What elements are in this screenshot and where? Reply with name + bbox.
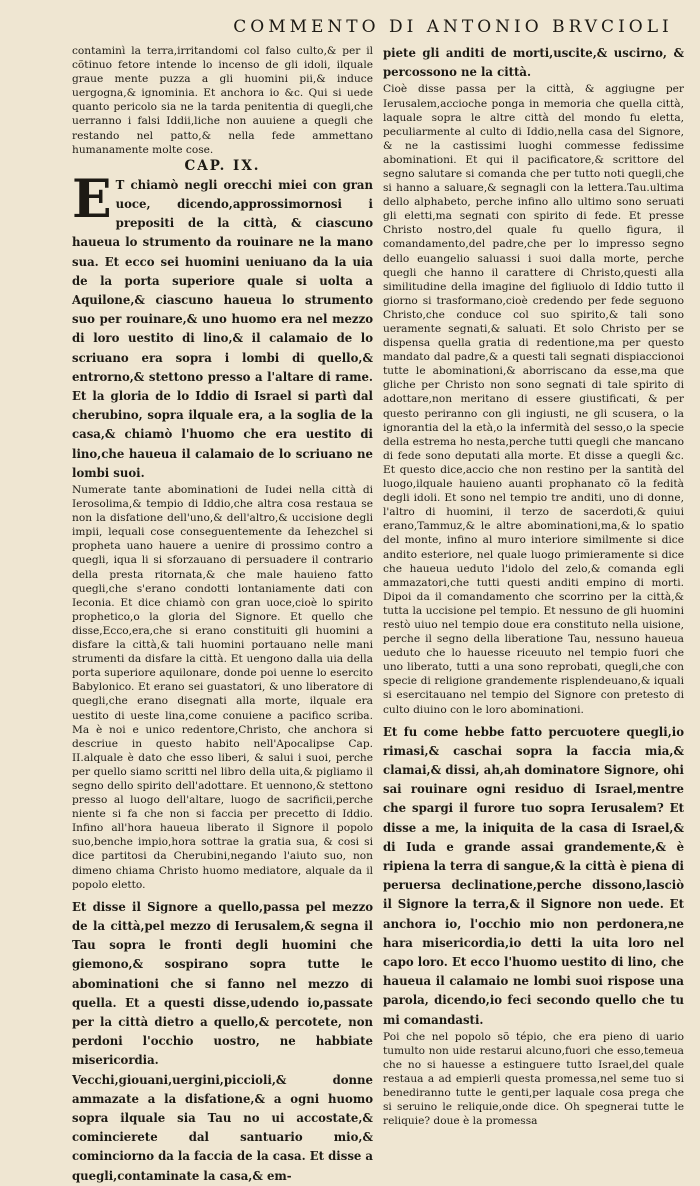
right-column — [383, 44, 684, 1186]
right-paragraph-2: Cioè disse passa per la città, & aggiugne per Ierusalem,accioche ponga in memoria che quella città, laquale sopra le altre città del mondo fu eletta, peculiarmente al culto di Iddio,nella casa del Signore, & ne la castissimi luoghi commesse fedissime abominationi. Et qui il pacificatore,& scrittore del segno salutare si comanda che per tutto noti quegli,che si hanno a saluare,& segnagli con la lettera.Tau.ultima dello alphabeto, perche infino allo ultimo sono seruati gli eletti,ma segnati con spirito di fede. Et presse Christo nostro,del quale fu quello figura, il comandamento,del padre,che per lo impresso segno dello euangelio saluassi i suoi dalla morte, perche quegli che hanno il carattere di Christo,questi alla similitudine della imagine del figliuolo di Iddio tutto il giorno si trasformano,cioè credendo per fede seguono Christo,che conduce col suo spirito,& tali sono ueramente segnati,& saluati. Et solo Christo per se dispensa quella gratia di redentione,ma per questo mandato dal padre,& a questi tali segnati dispiaccionoi tutte le abominationi,& aborriscano da esse,ma que gliche per Christo non sono segnati di tale spirito di adottare,non meritano di essere giustificati, & per questo periranno con gli ingiusti, ne gli scusera, o la ignorantia del la età,o la infermità del sesso,o la specie della estrema ho nesta,perche tutti quegli che mancano di fede sono deputati alla morte. Et disse a quegli &c. Et questo dice,accio che non restino per la santità del luogo,ilquale hauieno auanti prophanato cõ la fedità degli idoli. Et sono nel tempio tre anditi, uno di donne, l'altro di huomini, il terzo de sacerdoti,& quiui erano,Tammuz,& le altre abominationi,ma,& lo spatio del monte, infino al muro interiore similmente si dice andito esteriore, nel quale luogo primieramente si dice che haueua ueduto l'idolo del zelo,& comanda egli ammazatori,che tutti questi anditi empino di morti. Dipoi da il comandamento che scorrino per la città,& tutta la uccisione pel tempio. Et nessuno de gli huomini restò uiuo nel tempio doue era constituto nella uisione, perche il segno della liberatione Tau, nessuno haueua ueduto che lo hauesse riceuuto nel tempio fuori che uno liberato, tutti a una sono reprobati, quegli,che con specie di religione grandemente risplendeuano,& iquali si esercitauano nel tempio del Signore con pretesto di culto diuino con le loro abominationi. — [383, 83, 684, 716]
chapter-heading: CAP. IX. — [184, 157, 261, 174]
left-column — [72, 44, 373, 1186]
left-paragraph-2 — [72, 168, 373, 483]
running-head: COMMENTO DI ANTONIO BRVCIOLI — [233, 17, 673, 37]
left-paragraph-1: contaminì la terra,irritandomi col falso culto,& per il cõtinuo fetore intende lo incenso de gli idoli, ilquale graue mente puzza a gli huomini pii,& induce uergogna,& ignominia. Et anchora io &c. Qui si uede quanto pericolo sia ne la tarda penitentia di quegli,che uerranno i falsi Iddii,liche non auuiene a quegli che restando nel patto,& nella fede ammettano humanamente molte cose. — [72, 45, 373, 156]
left-paragraph-4: Et disse il Signore a quello,passa pel mezzo de la città,pel mezzo di Ierusalem,& segna il Tau sopra le fronti degli huomini che giemono,& sospirano sopra tutte le abominationi che si fanno nel mezzo di quella. Et a questi disse,udendo io,passate per la città dietro a quello,& percotete, non perdoni l'occhio uostro, ne habbiate misericordia. Vecchi,giouani,uergini,piccioli,& donne ammazate a la disfatione,& a ogni huomo sopra ilquale sia Tau no ui accostate,& comincierete dal santuario mio,& cominciorno da la faccia de la casa. Et disse a quegli,contaminate la casa,& em- — [72, 899, 373, 1183]
left-paragraph-2-text: T chiamò negli orecchi miei con gran uoce, dicendo,approssimornosi i prepositi de la città, & ciascuno haueua lo strumento da rouinare ne la mano sua. Et ecco sei huomini ueniuano da la uia de la porta superiore quale si uolta a Aquilone,& ciascuno haueua lo strumento suo per rouinare,& uno huomo era nel mezzo di loro uestito di lino,& il calamaio de lo scriuano era sopra i lombi di quello,& entrorno,& stettono presso a l'altare di rame. Et la gloria de lo Iddio di Israel si partì dal cherubino, sopra ilquale era, a la soglia de la casa,& chiamò l'huomo che era uestito di lino,che haueua il calamaio de lo scriuano ne lombi suoi. — [72, 177, 373, 480]
drop-cap: E — [72, 168, 112, 230]
right-paragraph-3: Et fu come hebbe fatto percuotere quegli,io rimasi,& caschai sopra la faccia mia,& clamai,& dissi, ah,ah dominatore Signore, ohi sai rouinare ogni residuo di Israel,mentre che spargi il furore tuo sopra Ierusalem? Et disse a me, la iniquita de la casa di Israel,& di Iuda e grande assai grandemente,& è ripiena la terra di sangue,& la città è piena di peruersa declinatione,perche dissono,lasciò il Signore la terra,& il Signore non uede. Et anchora io, l'occhio mio non perdonera,ne hara misericordia,io detti la uita loro nel capo loro. Et ecco l'huomo uestito di lino, che haueua il calamaio ne lombi suoi rispose una parola, dicendo,io feci secondo quello che tu mi comandasti. — [383, 724, 684, 1027]
left-paragraph-3: Numerate tante abominationi de Iudei nella città di Ierosolima,& tempio di Iddio,che altra cosa restaua se non la disfatione dell'uno,& dell'altro,& uccisione degli impii, lequali cose conseguentemente da Iehezchel si propheta uano hauere a uenire di prossimo contro a quegli, iqua li si sforzauano di persuadere il contrario della presta ritornata,& che male hauieno fatto quegli,che s'erano condotti lontaniamente dati con Ieconia. Et dice chiamò con gran uoce,cioè lo spirito prophetico,o la gloria del Signore. Et quello che disse,Ecco,era,che si erano constituiti gli huomini a disfare la città,& tali huomini portauano nelle mani strumenti da disfare la città. Et uengono dalla uia della porta superiore aquilonare, donde poi uenne lo esercito Babylonico. Et erano sei guastatori, & uno liberatore di quegli,che erano disegnati alla morte, ilquale era uestito di ueste lina,come conuiene a pacifico scriba. Ma è noi e unico redentore,Christo, che anchora si descriue in questo habito nell'Apocalipse Cap. II.alquale è dato che esso liberi, & salui i suoi, perche per quello siamo scritti nel libro della uita,& pigliamo il segno dello spirito dell'adottare. Et uennono,& stettono presso al luogo dell'altare, luogo de sacrificii,perche niente si fa che non si faccia per precetto di Iddio. Infino all'hora haueua liberato il Signore il popolo suo,benche impio,hora sottrae la gratia sua, & cosi si dice partitosi da Cherubini,negando l'aiuto suo, non dimeno chiama Christo huomo mediatore, alquale da il popolo eletto. — [72, 484, 373, 891]
text-columns — [72, 44, 684, 1186]
right-paragraph-4: Poi che nel popolo sõ tépio, che era pieno di uario tumulto non uide restarui alcuno,fuori che esso,temeua che no si hauesse a estinguere tutto Israel,del quale restaua a ad empierli questa promessa,nel seme tuo si benediranno tutte le genti,per laquale cosa prega che si seruino le reliquie,onde dice. Oh spegnerai tutte le reliquie? doue è la promessa — [383, 1030, 684, 1128]
right-paragraph-1: piete gli anditi de morti,uscite,& uscirno, & percossono ne la città. — [383, 46, 684, 80]
